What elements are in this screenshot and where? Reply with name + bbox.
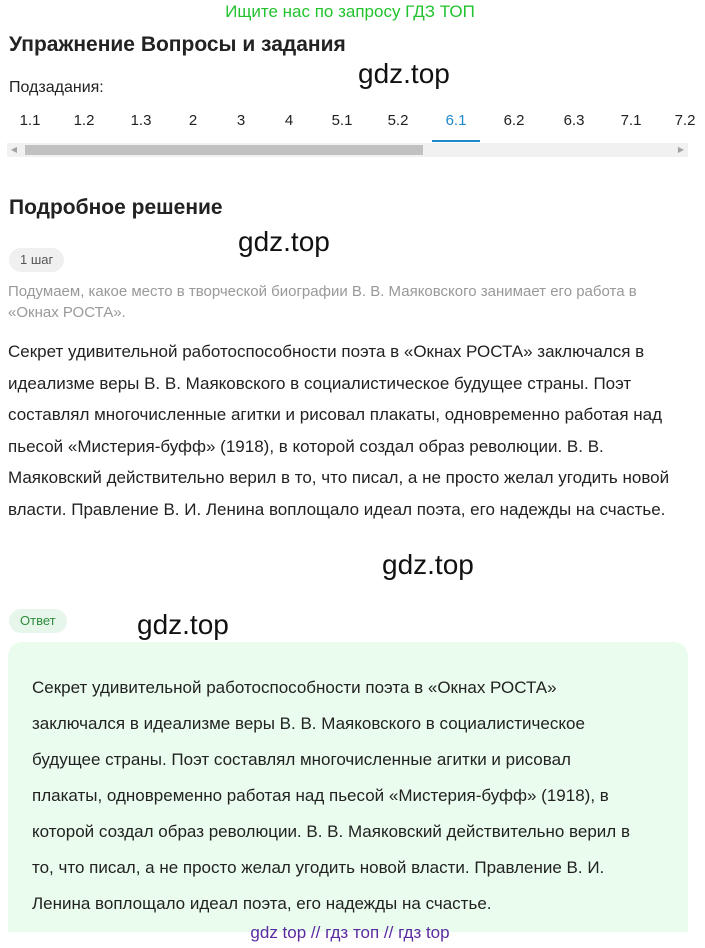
tab-5-2[interactable]: 5.2 (387, 112, 409, 129)
tab-7-2[interactable]: 7.2 (674, 112, 696, 129)
footer-links: gdz top // гдз топ // гдз top (250, 923, 450, 942)
tab-1-1[interactable]: 1.1 (19, 112, 41, 129)
tab-2[interactable]: 2 (188, 112, 198, 129)
subtasks-label: Подзадания: (9, 79, 104, 96)
watermark: gdz.top (137, 609, 229, 640)
tab-6-3[interactable]: 6.3 (563, 112, 585, 129)
tab-1-3[interactable]: 1.3 (130, 112, 152, 129)
answer-text: Секрет удивительной работоспособности поэта в «Окнах РОСТА» заключался в идеализме веры В. В. Маяковского в социалистическое будущее страны. Поэт составлял многочисленные агитки и рисовал плакаты, одновременно работая над пьесой «Мистерия-буфф» (1918), в которой создал образ революции. В. В. Маяковский действительно верил в то, что писал, а не просто желал угодить новой власти. Правление В. И. Ленина воплощало идеал поэта, его надежды на счастье. (32, 678, 630, 913)
scroll-left-icon[interactable]: ◀ (10, 145, 18, 154)
answer-box (8, 642, 688, 932)
watermark: gdz.top (382, 549, 474, 580)
step-badge: 1 шаг (9, 248, 64, 272)
tab-4[interactable]: 4 (284, 112, 294, 129)
tabs-scrollbar[interactable] (7, 143, 688, 157)
answer-badge: Ответ (9, 609, 67, 633)
exercise-title: Упражнение Вопросы и задания (9, 33, 346, 56)
scroll-right-icon[interactable]: ▶ (677, 145, 685, 154)
tab-7-1[interactable]: 7.1 (620, 112, 642, 129)
tab-3[interactable]: 3 (236, 112, 246, 129)
subtask-tabs (0, 104, 696, 144)
step-hint: Подумаем, какое место в творческой биографии В. В. Маяковского занимает его работа в «Окнах РОСТА». (8, 283, 637, 321)
scrollbar-thumb[interactable] (25, 145, 423, 155)
tab-5-1[interactable]: 5.1 (331, 112, 353, 129)
search-banner: Ищите нас по запросу ГДЗ ТОП (225, 2, 475, 21)
watermark: gdz.top (238, 226, 330, 257)
tab-1-2[interactable]: 1.2 (73, 112, 95, 129)
tab-6-2[interactable]: 6.2 (503, 112, 525, 129)
tab-6-1-active[interactable]: 6.1 (432, 104, 480, 142)
step-solution-text: Секрет удивительной работоспособности поэта в «Окнах РОСТА» заключался в идеализме веры В. В. Маяковского в социалистическое будущее страны. Поэт составлял многочисленные агитки и рисовал плакаты, одновременно работая над пьесой «Мистерия-буфф» (1918), в которой создал образ революции. В. В. Маяковский действительно верил в то, что писал, а не просто желал угодить новой власти. Правление В. И. Ленина воплощало идеал поэта, его надежды на счастье. (8, 342, 670, 519)
solution-title: Подробное решение (9, 196, 223, 219)
watermark: gdz.top (358, 58, 450, 89)
